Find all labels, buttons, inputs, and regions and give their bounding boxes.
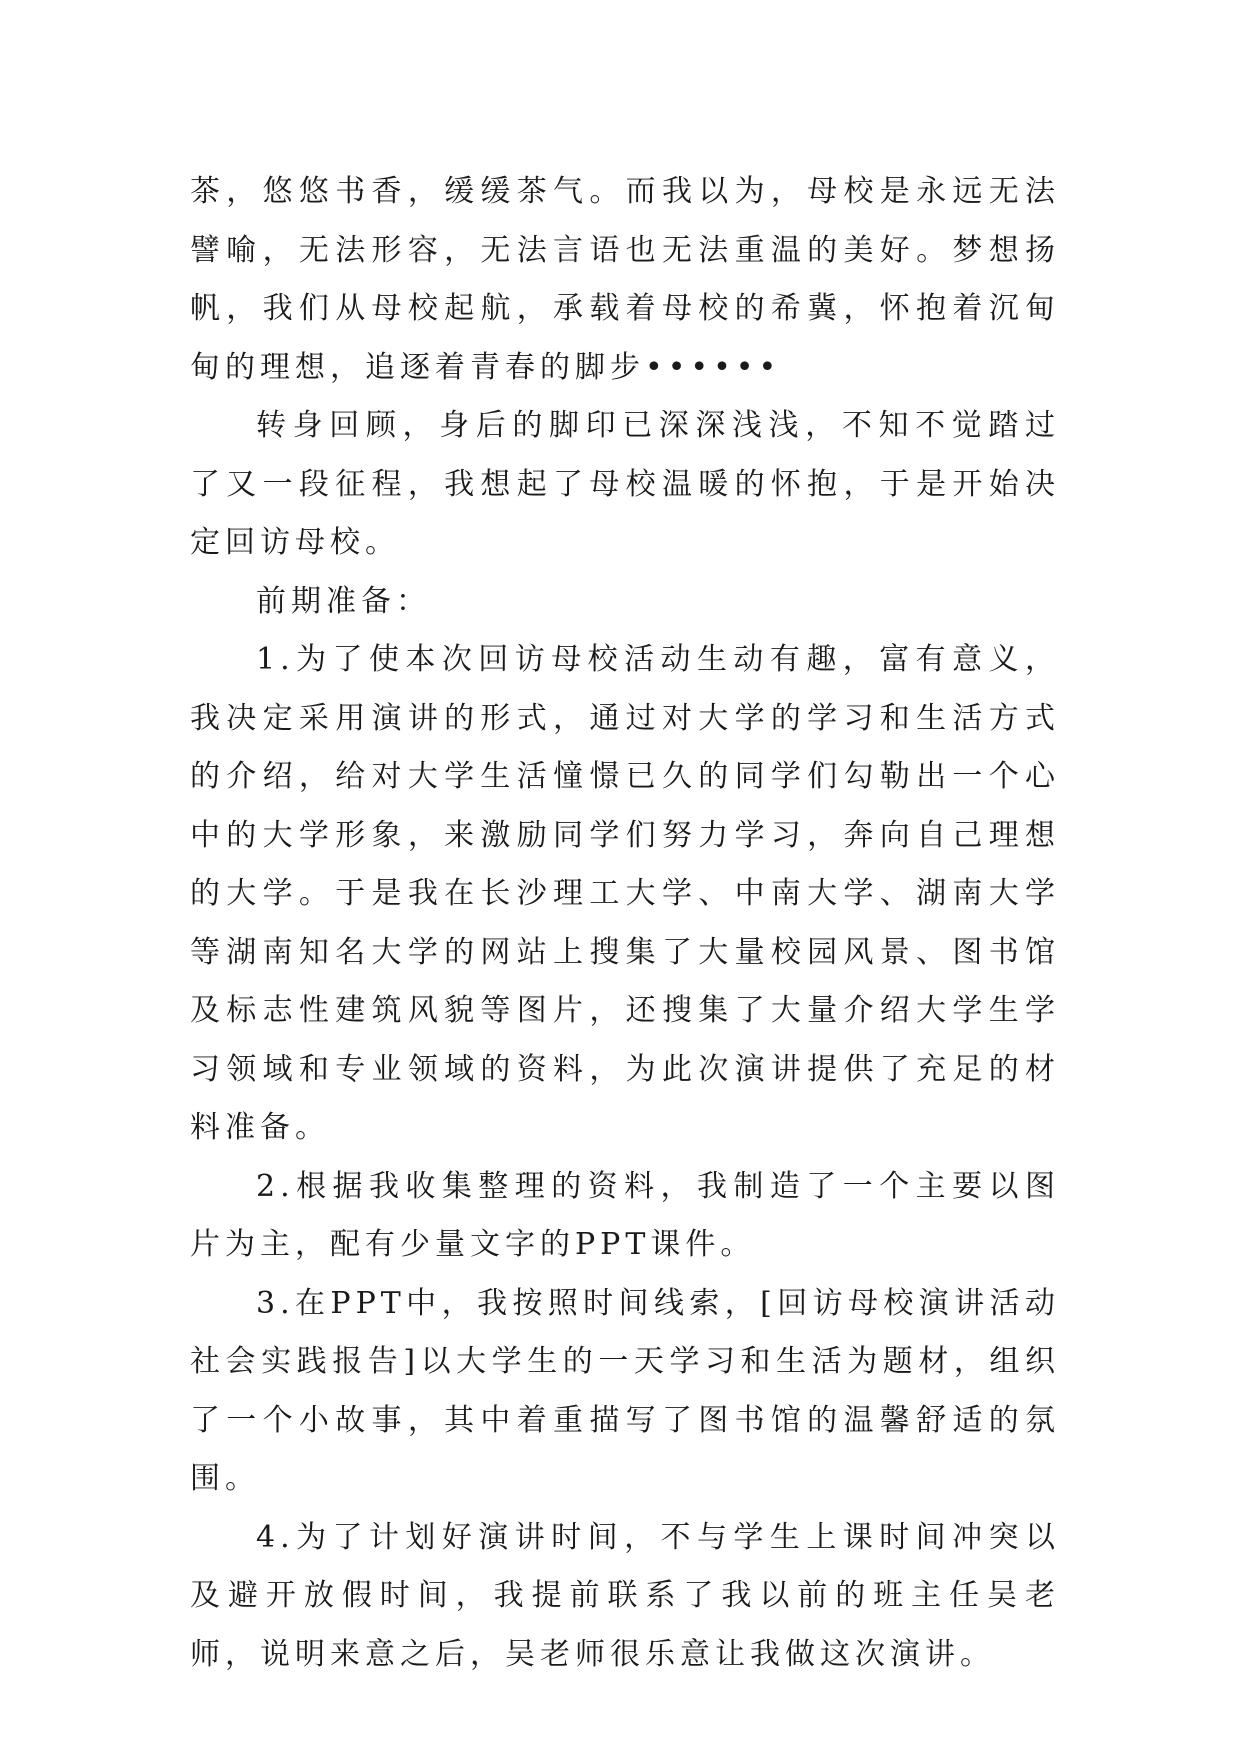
paragraph-item-2: 2.根据我收集整理的资料，我制造了一个主要以图片为主，配有少量文字的PPT课件。: [190, 1168, 1060, 1262]
document-body: [190, 163, 1060, 1684]
paragraph-item-3: 3.在PPT中，我按照时间线索，[回访母校演讲活动社会实践报告]以大学生的一天学习和生活为题材，组织了一个小故事，其中着重描写了图书馆的温馨舒适的氛围。: [190, 1285, 1060, 1496]
section-heading-preparation: 前期准备：: [256, 583, 431, 619]
paragraph-continuation: 茶，悠悠书香，缓缓茶气。而我以为，母校是永远无法譬喻，无法形容，无法言语也无法重温的美好。梦想扬帆，我们从母校起航，承载着母校的希冀，怀抱着沉甸甸的理想，追逐着青春的脚步••••••: [190, 174, 1060, 385]
paragraph-look-back: 转身回顾，身后的脚印已深深浅浅，不知不觉踏过了又一段征程，我想起了母校温暖的怀抱，于是开始决定回访母校。: [190, 408, 1060, 560]
paragraph-item-4: 4.为了计划好演讲时间，不与学生上课时间冲突以及避开放假时间，我提前联系了我以前的班主任吴老师，说明来意之后，吴老师很乐意让我做这次演讲。: [190, 1519, 1060, 1672]
paragraph-item-1: 1.为了使本次回访母校活动生动有趣，富有意义，我决定采用演讲的形式，通过对大学的学习和生活方式的介绍，给对大学生活憧憬已久的同学们勾勒出一个心中的大学形象，来激励同学们努力学习，奔向自己理想的大学。于是我在长沙理工大学、中南大学、湖南大学等湖南知名大学的网站上搜集了大量校园风景、图书馆及标志性建筑风貌等图片，还搜集了大量介绍大学生学习领域和专业领域的资料，为此次演讲提供了充足的材料准备。: [190, 642, 1060, 1145]
